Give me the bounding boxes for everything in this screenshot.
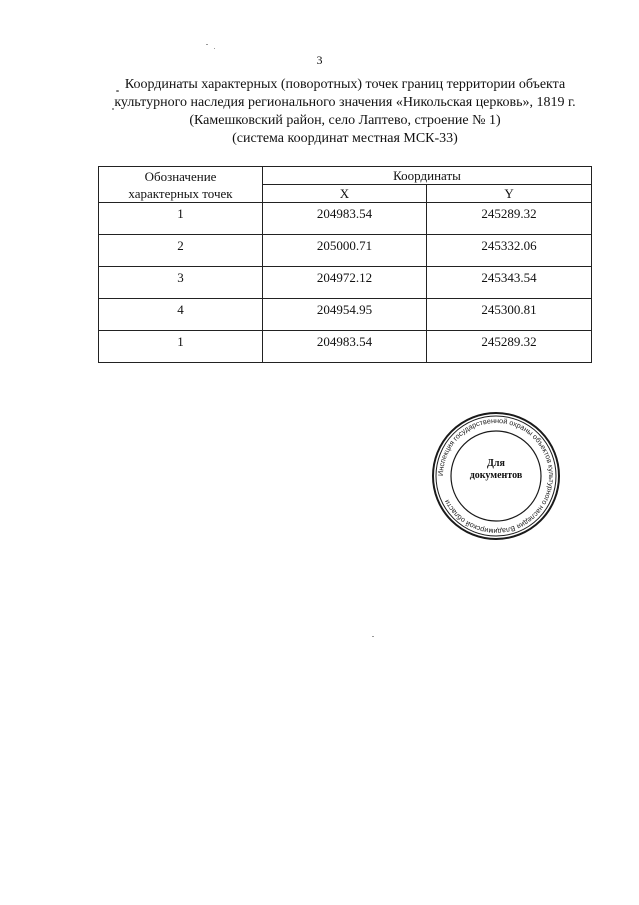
cell-x: 204972.12 bbox=[263, 267, 427, 299]
stamp-center-line-1: Для bbox=[487, 458, 505, 469]
title-line-1: Координаты характерных (поворотных) точек границ территории объекта bbox=[124, 77, 566, 92]
scan-speck bbox=[206, 44, 208, 45]
stamp-ring-text: Инспекция государственной охраны объектов культурного наследия Владимирской области bbox=[435, 415, 557, 537]
document-title bbox=[100, 76, 590, 148]
cell-x: 204983.54 bbox=[263, 203, 427, 235]
cell-point: 3 bbox=[99, 267, 263, 299]
table-row bbox=[99, 299, 592, 331]
title-line-3: (Камешковский район, село Лаптево, строение № 1) bbox=[189, 113, 501, 128]
cell-x: 204983.54 bbox=[263, 331, 427, 363]
scan-speck bbox=[372, 636, 374, 637]
scan-speck bbox=[214, 48, 215, 49]
table-row bbox=[99, 235, 592, 267]
cell-point: 1 bbox=[99, 331, 263, 363]
header-y: Y bbox=[427, 185, 592, 203]
cell-y: 245289.32 bbox=[427, 331, 592, 363]
table-row bbox=[99, 203, 592, 235]
cell-y: 245332.06 bbox=[427, 235, 592, 267]
header-x: X bbox=[263, 185, 427, 203]
stamp-center-line-2: документов bbox=[469, 470, 523, 481]
cell-x: 205000.71 bbox=[263, 235, 427, 267]
header-designation bbox=[99, 167, 263, 203]
title-line-4: (система координат местная МСК-33) bbox=[232, 131, 458, 146]
cell-point: 2 bbox=[99, 235, 263, 267]
header-coordinates: Координаты bbox=[263, 167, 592, 185]
table-row bbox=[99, 267, 592, 299]
cell-y: 245343.54 bbox=[427, 267, 592, 299]
coordinates-table bbox=[98, 166, 592, 363]
header-designation-line-1: Обозначение bbox=[144, 168, 217, 184]
header-designation-line-2: характерных точек bbox=[128, 185, 233, 201]
cell-y: 245289.32 bbox=[427, 203, 592, 235]
scan-speck bbox=[112, 108, 114, 110]
cell-point: 4 bbox=[99, 299, 263, 331]
scan-speck bbox=[116, 90, 119, 92]
title-line-2: культурного наследия регионального значения «Никольская церковь», 1819 г. bbox=[114, 95, 576, 110]
stamp-center-text bbox=[430, 458, 562, 482]
cell-y: 245300.81 bbox=[427, 299, 592, 331]
cell-x: 204954.95 bbox=[263, 299, 427, 331]
table-row bbox=[99, 331, 592, 363]
page-number: 3 bbox=[316, 53, 323, 67]
official-stamp bbox=[430, 410, 562, 542]
cell-point: 1 bbox=[99, 203, 263, 235]
